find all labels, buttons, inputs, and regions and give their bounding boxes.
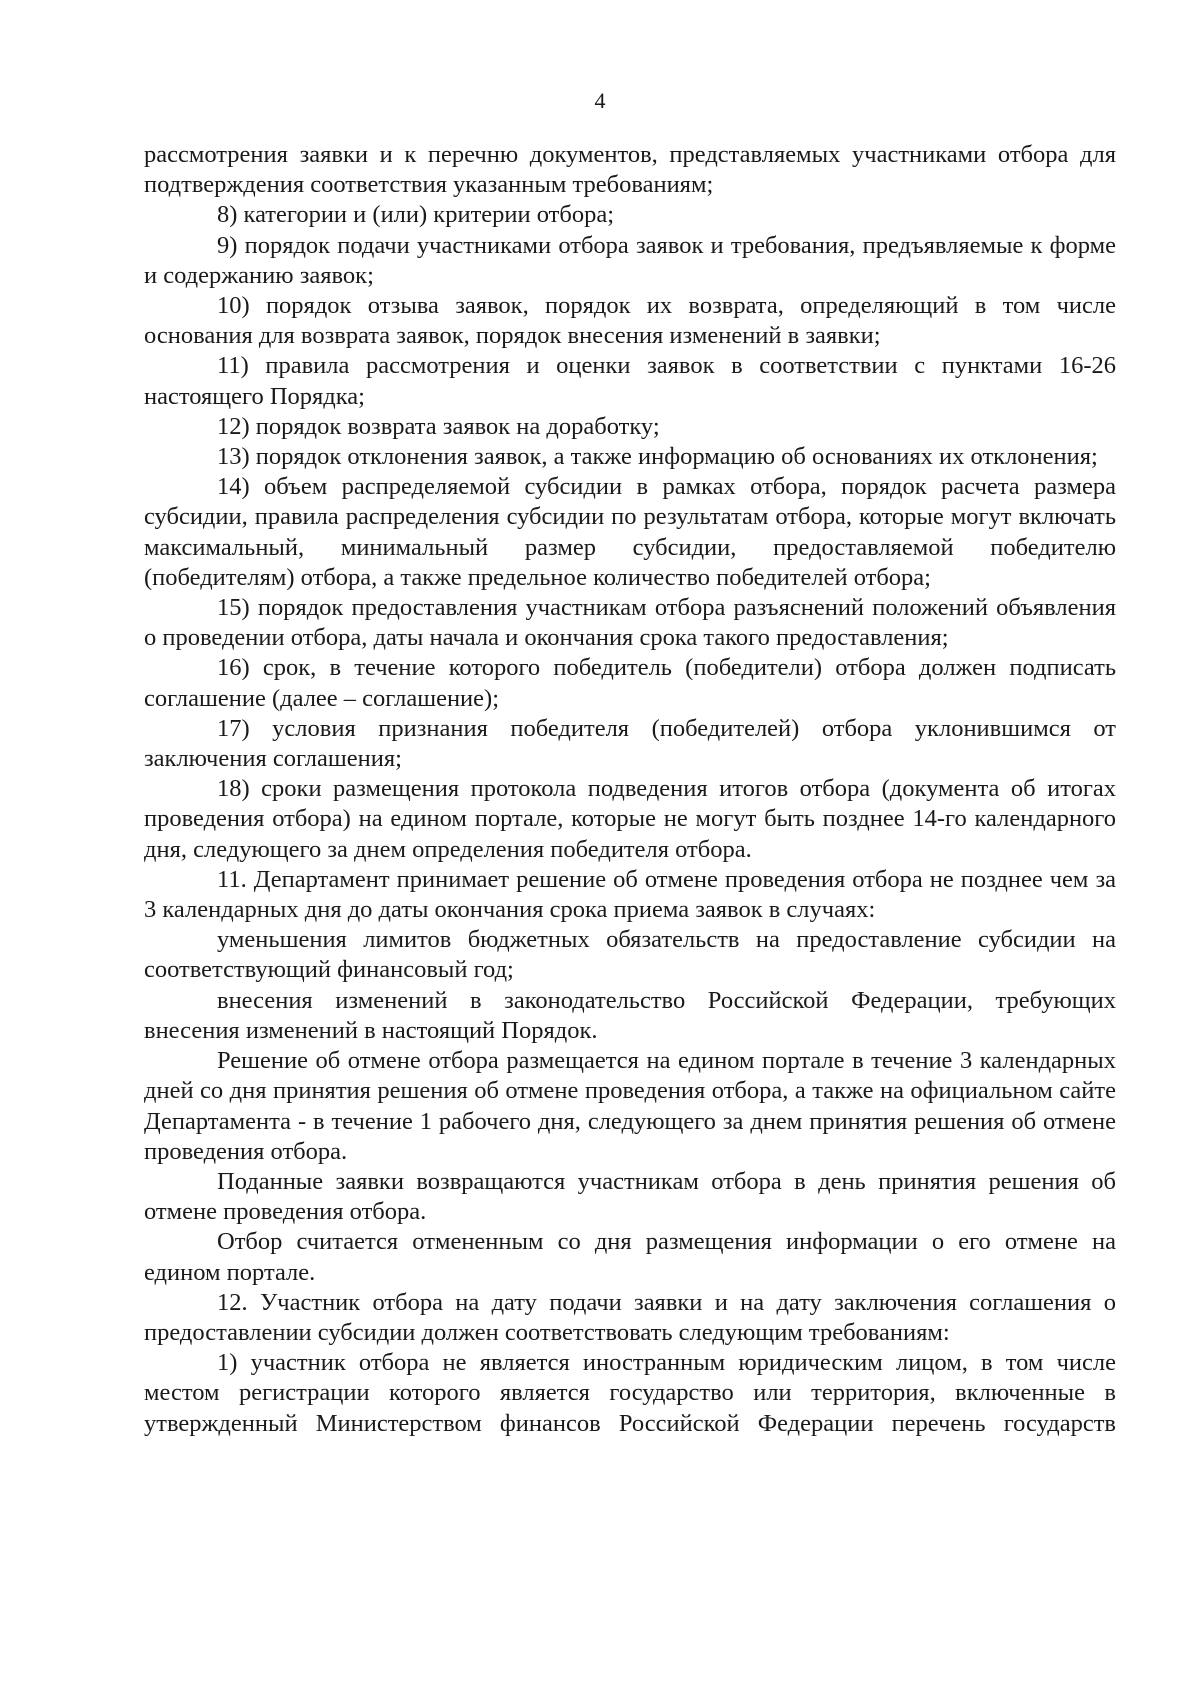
paragraph-continuation: рассмотрения заявки и к перечню документов, представляемых участниками отбора для подтверждения соответствия указанным требованиям; <box>144 141 1116 199</box>
paragraph-item-11: 11) правила рассмотрения и оценки заявок в соответствии с пунктами 16-26 настоящего Порядка; <box>144 352 1116 410</box>
document-body <box>144 140 1116 1439</box>
paragraph-returned-applications: Поданные заявки возвращаются участникам отбора в день принятия решения об отмене проведения отбора. <box>144 1167 1116 1226</box>
paragraph-item-10: 10) порядок отзыва заявок, порядок их возврата, определяющий в том числе основания для возврата заявок, порядок внесения изменений в заявки; <box>144 292 1116 350</box>
paragraph-item-15: 15) порядок предоставления участникам отбора разъяснений положений объявления о проведении отбора, даты начала и окончания срока такого предоставления; <box>144 594 1116 652</box>
paragraph-item-14: 14) объем распределяемой субсидии в рамках отбора, порядок расчета размера субсидии, правила распределения субсидии по результатам отбора, которые могут включать максимальный, минимальный размер субсидии, предоставляемой победителю (победителям) отбора, а также предельное количество победителей отбора; <box>144 473 1116 591</box>
paragraph-item-9: 9) порядок подачи участниками отбора заявок и требования, предъявляемые к форме и содержанию заявок; <box>144 231 1116 289</box>
paragraph-section-12: 12. Участник отбора на дату подачи заявки и на дату заключения соглашения о предоставлении субсидии должен соответствовать следующим требованиям: <box>144 1288 1116 1346</box>
paragraph-case-limits: уменьшения лимитов бюджетных обязательств на предоставление субсидии на соответствующий финансовый год; <box>144 926 1116 984</box>
paragraph-item-16: 16) срок, в течение которого победитель (победители) отбора должен подписать соглашение (далее – соглашение); <box>144 654 1116 712</box>
paragraph-item-18: 18) сроки размещения протокола подведения итогов отбора (документа об итогах проведения отбора) на едином портале, которые не могут быть позднее 14-го календарного дня, следующего за днем определения победителя отбора. <box>144 775 1116 863</box>
paragraph-section-11: 11. Департамент принимает решение об отмене проведения отбора не позднее чем за 3 календарных дня до даты окончания срока приема заявок в случаях: <box>144 865 1116 924</box>
paragraph-requirement-1: 1) участник отбора не является иностранным юридическим лицом, в том числе местом регистрации которого является государство или территория, включенные в утвержденный Министерством финансов Российской Федерации перечень государств <box>144 1349 1116 1437</box>
paragraph-item-13: 13) порядок отклонения заявок, а также информацию об основаниях их отклонения; <box>217 443 1098 471</box>
page-number: 4 <box>594 88 606 113</box>
paragraph-item-17: 17) условия признания победителя (победителей) отбора уклонившимся от заключения соглашения; <box>144 714 1116 773</box>
paragraph-cancellation-decision: Решение об отмене отбора размещается на едином портале в течение 3 календарных дней со дня принятия решения об отмене проведения отбора, а также на официальном сайте Департамента - в течение 1 рабочего дня, следующего за днем принятия решения об отмене проведения отбора. <box>144 1047 1116 1165</box>
paragraph-selection-cancelled: Отбор считается отмененным со дня размещения информации о его отмене на едином портале. <box>144 1228 1116 1286</box>
paragraph-case-legislation: внесения изменений в законодательство Российской Федерации, требующих внесения изменений в настоящий Порядок. <box>144 986 1116 1044</box>
paragraph-item-8: 8) категории и (или) критерии отбора; <box>217 201 615 229</box>
paragraph-item-12: 12) порядок возврата заявок на доработку; <box>217 412 660 440</box>
